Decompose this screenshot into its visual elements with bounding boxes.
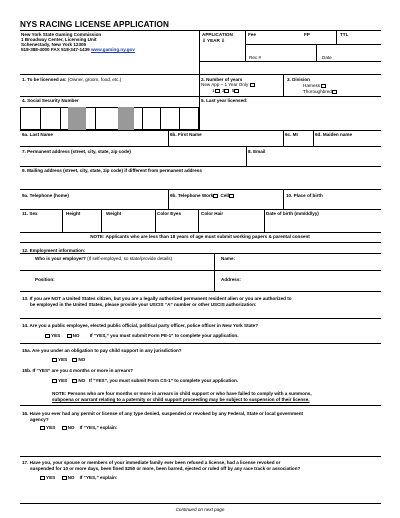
field-17-options [40, 475, 117, 480]
child-support-note-1: NOTE: Persons who are four months or more in arrears in child support or who have failed to comply with a summons, [52, 391, 312, 396]
q16-explain-label: If “YES,” explain: [79, 425, 118, 430]
years-3-checkbox[interactable] [221, 88, 229, 93]
field-7-label: 7. Permanent address (street, city, state, zip code) [22, 149, 131, 154]
q15b-no-checkbox[interactable] [72, 379, 77, 383]
divider [199, 61, 381, 62]
field-2-sub [201, 82, 256, 87]
field-16-line1: 16. Have you ever had any permit or license of any type denied, suspended or revoked by any Federal, State or local government [22, 411, 304, 416]
years-5-label: 5 [231, 88, 235, 93]
eyes-label: Color Eyes [157, 211, 181, 216]
divider [101, 209, 102, 232]
years-1b-checkbox[interactable] [215, 89, 220, 93]
agency-address2: Schenectady, New York 12305 [21, 42, 87, 47]
date-label: Date [322, 55, 332, 60]
minors-note: NOTE: Applicants who are less than 18 years of age must submit working papers & parental consent [90, 234, 310, 239]
agency-address1: 1 Broadway Center, Licensing Unit [21, 37, 97, 42]
q14-instruction: If “YES,” you must submit Form PE-1” to complete your application. [89, 333, 239, 338]
q15b-yes-label: YES [58, 378, 68, 383]
height-label: Height [66, 211, 81, 216]
divider [246, 146, 247, 166]
row-rule [20, 270, 381, 271]
q15b-yes-checkbox[interactable] [52, 379, 57, 383]
field-9b-label [170, 193, 235, 198]
thoroughbred-label: Thoroughbred [303, 89, 332, 94]
field-2-label: 2. Number of years [201, 77, 243, 82]
field-2-sub-text: New App – 1 Year Only [201, 82, 249, 87]
employer-address-label: Address: [221, 277, 241, 282]
divider [264, 209, 265, 232]
field-12-label: 12. Employment information: [22, 248, 86, 253]
row-rule [20, 74, 381, 75]
field-13-line1: 13. If you are NOT a United States citizen, but you are a legally authorized permanent resident alien or you are authorized to [22, 296, 292, 301]
ssn-divider [142, 107, 143, 130]
ssn-separator [68, 107, 86, 130]
ssn-divider [40, 107, 41, 130]
row-rule [20, 166, 381, 167]
divider [336, 30, 337, 44]
q17-yes-label: YES [46, 475, 56, 480]
field-1-label [22, 77, 121, 82]
years-5-checkbox[interactable] [231, 88, 239, 93]
field-16-line2: agency? [30, 417, 49, 422]
ssn-divider [60, 107, 61, 130]
q15a-yes-label: YES [58, 357, 68, 362]
field-15b-question: 15b. If “YES” are you 4 months or more in arrears? [22, 368, 134, 373]
row-rule [20, 146, 381, 147]
division-harness [303, 83, 327, 88]
q17-no-checkbox[interactable] [62, 476, 67, 480]
field-1-text: 1. To be licensed as: [22, 77, 67, 82]
q17-no-label: NO [67, 475, 75, 480]
divider [283, 130, 284, 146]
years-options [212, 88, 240, 93]
employer-hint: (If self-employed, so state/provide details) [87, 256, 173, 261]
row-rule [20, 291, 381, 292]
application-label: APPLICATION [202, 32, 233, 37]
divider [199, 74, 200, 96]
fp-label: FP [304, 32, 310, 37]
section-rule [20, 242, 381, 243]
cell-phone-checkbox[interactable] [229, 194, 234, 198]
divider [214, 253, 215, 291]
divider [168, 189, 169, 209]
q15b-no-label: NO [78, 378, 86, 383]
field-14-options [45, 333, 239, 338]
field-14-question: 14. Are you a public employee, elected public official, political party officer, police officer in New York State? [22, 323, 259, 328]
q15a-no-label: NO [78, 357, 86, 362]
form-title: NYS RACING LICENSE APPLICATION [20, 20, 170, 29]
divider [283, 74, 284, 96]
year-label: ⇩ YEAR ⇩ [202, 38, 225, 43]
title-rule [20, 30, 381, 31]
divider [245, 44, 381, 45]
section-rule [20, 318, 381, 319]
field-1-hint: (Owner, groom, food, etc.) [67, 77, 122, 82]
field-9b-text: 9b. Telephone Work [170, 193, 214, 198]
field-9-label: 9. Mailing address (street, city, state, zip code) if different from permanent address [22, 168, 202, 173]
divider [199, 30, 200, 74]
divider [155, 209, 156, 232]
ssn-input[interactable] [20, 107, 199, 130]
q14-yes-checkbox[interactable] [45, 334, 50, 338]
field-10-label: 10. Place of birth [286, 193, 323, 198]
field-15b-options [52, 378, 238, 383]
q16-yes-label: YES [46, 425, 56, 430]
thoroughbred-checkbox[interactable] [332, 90, 337, 94]
agency-phone-fax: 518-388-4000 FAX 518-347-1439 [21, 47, 90, 52]
employer-question [35, 256, 172, 261]
field-17-line2: suspended for 10 or more days, been fined $250 or more, been barred, ejected or ruled off by any race track or association? [30, 466, 301, 471]
ssn-divider [95, 107, 96, 130]
q15b-instruction: If “YES”, you must submit Form CS-1” to complete your application. [89, 378, 239, 383]
field-17-line1: 17. Have you, your spouse or members of your immediate family ever been refused a license, had a license revoked or [22, 460, 281, 465]
divider [199, 96, 200, 130]
row-rule [20, 130, 381, 131]
ttl-label: TTL [340, 32, 349, 37]
hair-label: Color Hair [201, 211, 224, 216]
years-1-checkbox[interactable] [250, 83, 255, 87]
q16-yes-checkbox[interactable] [40, 426, 45, 430]
field-6a-label: 6a. Last Name [22, 132, 53, 137]
agency-contact [21, 47, 135, 52]
work-phone-checkbox[interactable] [213, 194, 218, 198]
q14-no-label: NO [72, 333, 80, 338]
field-16-options [40, 425, 117, 430]
q16-no-label: NO [67, 425, 75, 430]
row-rule [20, 189, 381, 190]
fee-label: Fee [248, 32, 256, 37]
divider [313, 130, 314, 146]
q15a-yes-checkbox[interactable] [52, 358, 57, 362]
child-support-note-2: subpoena or warrant relating to a paternity or child support proceeding may be subject to suspension of their license. [52, 397, 310, 402]
q15a-no-checkbox[interactable] [72, 358, 77, 362]
ssn-divider [160, 107, 161, 130]
field-6d-label: 6d. Maiden name [315, 132, 353, 137]
divider [62, 209, 63, 232]
dob-label: Date of birth (mm/dd/yy) [266, 211, 319, 216]
section-rule [20, 456, 381, 457]
division-thoroughbred [303, 89, 338, 94]
weight-label: Weight [106, 211, 122, 216]
field-8-label: 8. Email [248, 149, 266, 154]
agency-name: New York State Gaming Commission [21, 32, 102, 37]
field-15a-question: 15a. Are you under an obligation to pay child support in any jurisdiction? [22, 348, 182, 353]
q14-yes-label: YES [51, 333, 61, 338]
divider [283, 189, 284, 209]
field-13-line2: be employed in the United States, please provide your USCIS “A” number or other USCIS authorization: [30, 302, 257, 307]
q16-no-checkbox[interactable] [62, 426, 67, 430]
row-rule [20, 253, 381, 254]
row-rule [20, 232, 381, 233]
ssn-separator [118, 107, 134, 130]
field-9a-label: 9a. Telephone (home) [22, 193, 69, 198]
years-3-label: 3 [221, 88, 225, 93]
divider [168, 130, 169, 146]
agency-website-link[interactable]: www.gaming.ny.gov [90, 47, 135, 52]
q17-yes-checkbox[interactable] [40, 476, 45, 480]
harness-checkbox[interactable] [321, 84, 326, 88]
row-rule [20, 209, 381, 210]
q14-no-checkbox[interactable] [67, 334, 72, 338]
ssn-divider [179, 107, 180, 130]
years-1-label: 1 [212, 88, 215, 93]
field-11-label: 11. Sex [22, 211, 38, 216]
section-rule [20, 503, 381, 504]
employer-name-label: Name: [221, 256, 236, 261]
divider [245, 30, 246, 61]
q17-explain-label: If “YES,” explain: [79, 475, 118, 480]
cell-label: Cell [220, 193, 229, 198]
field-3-label: 3. Division [287, 77, 310, 82]
field-4-label: 4. Social Security Number [22, 98, 79, 103]
rec-label: Rec # [249, 55, 262, 60]
continued-note: Continued on next page [175, 507, 225, 512]
employer-question-text: Who is your employer? [35, 256, 86, 261]
field-6c-label: 6c. MI [285, 132, 298, 137]
divider [316, 44, 317, 61]
section-rule [20, 343, 381, 344]
field-6b-label: 6b. First Name [170, 132, 202, 137]
harness-label: Harness [303, 83, 321, 88]
field-5-label: 5. Last year licensed: [201, 98, 248, 103]
field-15a-options [52, 357, 85, 362]
position-label: Position: [35, 277, 55, 282]
divider [198, 209, 199, 232]
row-rule [20, 96, 381, 97]
section-rule [20, 405, 381, 406]
